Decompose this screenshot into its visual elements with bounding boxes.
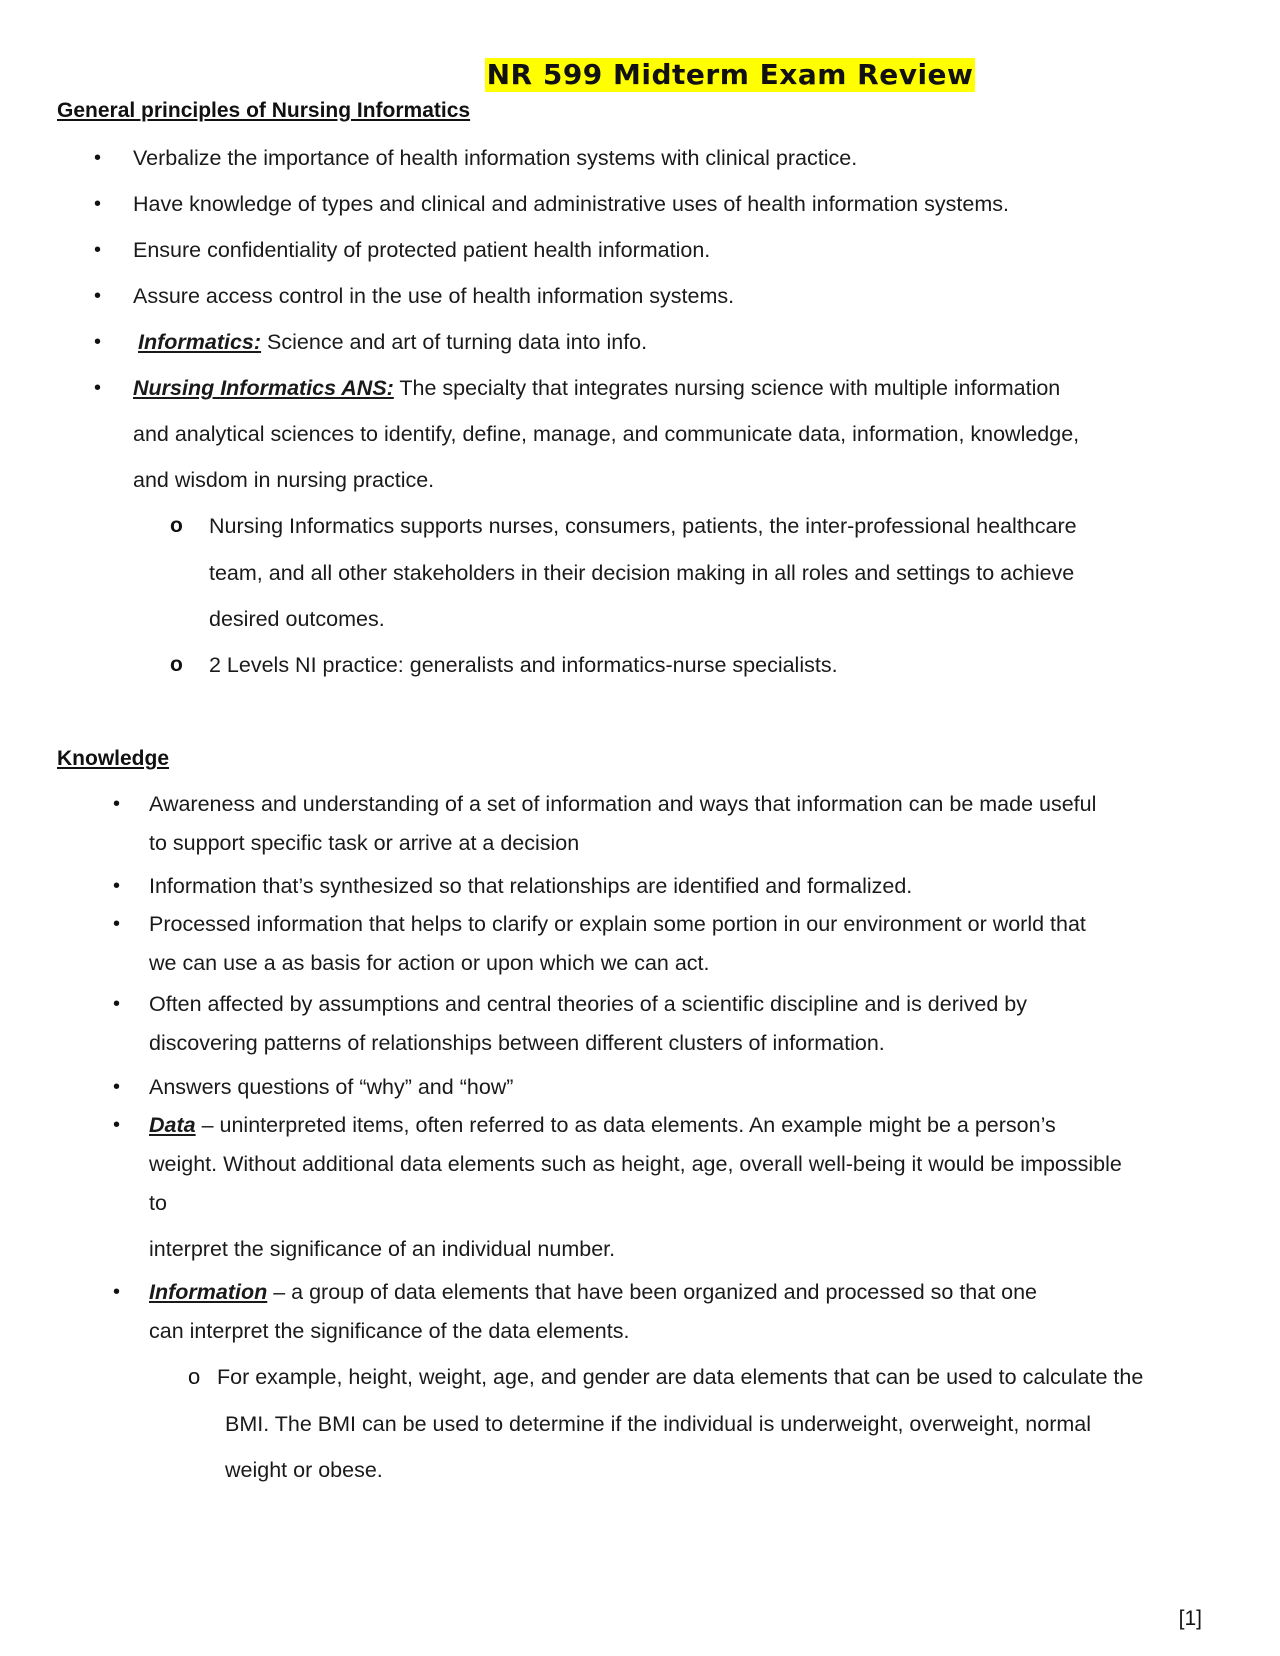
list-item-line: to [149, 1191, 167, 1215]
section-heading-general-principles: General principles of Nursing Informatics [57, 99, 471, 122]
sub-list-item: For example, height, weight, age, and gender are data elements that can be used to calculate the [217, 1365, 1144, 1389]
bullet-icon: • [94, 239, 102, 261]
sub-list-item-line: team, and all other stakeholders in their decision making in all roles and settings to achieve [209, 561, 1075, 585]
definition-informatics: Science and art of turning data into info. [261, 330, 648, 354]
bullet-icon: • [113, 875, 121, 897]
sub-list-item-line: BMI. The BMI can be used to determine if the individual is underweight, overweight, normal [225, 1412, 1092, 1436]
sub-bullet-icon: o [170, 514, 183, 537]
bullet-icon: • [113, 913, 121, 935]
list-item-line: interpret the significance of an individual number. [149, 1237, 616, 1261]
bullet-icon: • [94, 147, 102, 169]
list-item: Ensure confidentiality of protected patient health information. [133, 238, 711, 262]
list-item: Processed information that helps to clarify or explain some portion in our environment or world that [149, 912, 1086, 936]
bullet-icon: • [113, 993, 121, 1015]
bullet-icon: • [113, 1281, 121, 1303]
section-heading-knowledge: Knowledge [57, 747, 170, 770]
sub-bullet-icon: o [170, 653, 183, 676]
bullet-icon: • [94, 285, 102, 307]
list-item-data [149, 1113, 1056, 1138]
page-number: [1] [1178, 1607, 1202, 1630]
definition-nursing-informatics: The specialty that integrates nursing science with multiple information [393, 376, 1061, 400]
list-item-information [149, 1280, 1037, 1305]
term-data: Data [149, 1113, 196, 1137]
list-item-nursing-informatics [133, 376, 1060, 401]
list-item: Answers questions of “why” and “how” [149, 1075, 514, 1099]
list-item-informatics [138, 330, 647, 355]
sub-list-item: 2 Levels NI practice: generalists and informatics-nurse specialists. [209, 653, 838, 677]
bullet-icon: • [113, 1114, 121, 1136]
list-item: Often affected by assumptions and central theories of a scientific discipline and is derived by [149, 992, 1028, 1016]
definition-information: – a group of data elements that have been organized and processed so that one [267, 1280, 1038, 1304]
bullet-icon: • [94, 331, 102, 353]
list-item: Awareness and understanding of a set of information and ways that information can be made useful [149, 792, 1097, 816]
term-information: Information [149, 1280, 268, 1304]
list-item: Have knowledge of types and clinical and administrative uses of health information systems. [133, 192, 1009, 216]
bullet-icon: • [94, 377, 102, 399]
definition-line: and wisdom in nursing practice. [133, 468, 435, 492]
sub-list-item: Nursing Informatics supports nurses, consumers, patients, the inter-professional healthcare [209, 514, 1077, 538]
list-item: Information that’s synthesized so that relationships are identified and formalized. [149, 874, 913, 898]
list-item-line: can interpret the significance of the data elements. [149, 1319, 630, 1343]
sub-list-item-line: weight or obese. [225, 1458, 383, 1482]
list-item-line: weight. Without additional data elements such as height, age, overall well-being it would be impossible [149, 1152, 1122, 1176]
list-item: Verbalize the importance of health information systems with clinical practice. [133, 146, 858, 170]
definition-line: and analytical sciences to identify, define, manage, and communicate data, information, knowledge, [133, 422, 1080, 446]
title-container [0, 58, 1280, 92]
term-nursing-informatics: Nursing Informatics ANS: [133, 376, 394, 400]
list-item-line: discovering patterns of relationships between different clusters of information. [149, 1031, 885, 1055]
definition-data: – uninterpreted items, often referred to as data elements. An example might be a person’s [195, 1113, 1056, 1137]
list-item-line: to support specific task or arrive at a decision [149, 831, 580, 855]
sub-bullet-icon: o [188, 1364, 201, 1389]
bullet-icon: • [113, 1076, 121, 1098]
page-title: NR 599 Midterm Exam Review [486, 58, 974, 91]
term-informatics: Informatics: [138, 330, 262, 354]
bullet-icon: • [94, 193, 102, 215]
bullet-icon: • [113, 793, 121, 815]
sub-list-item-line: desired outcomes. [209, 607, 385, 631]
list-item: Assure access control in the use of health information systems. [133, 284, 735, 308]
list-item-line: we can use a as basis for action or upon which we can act. [149, 951, 710, 975]
